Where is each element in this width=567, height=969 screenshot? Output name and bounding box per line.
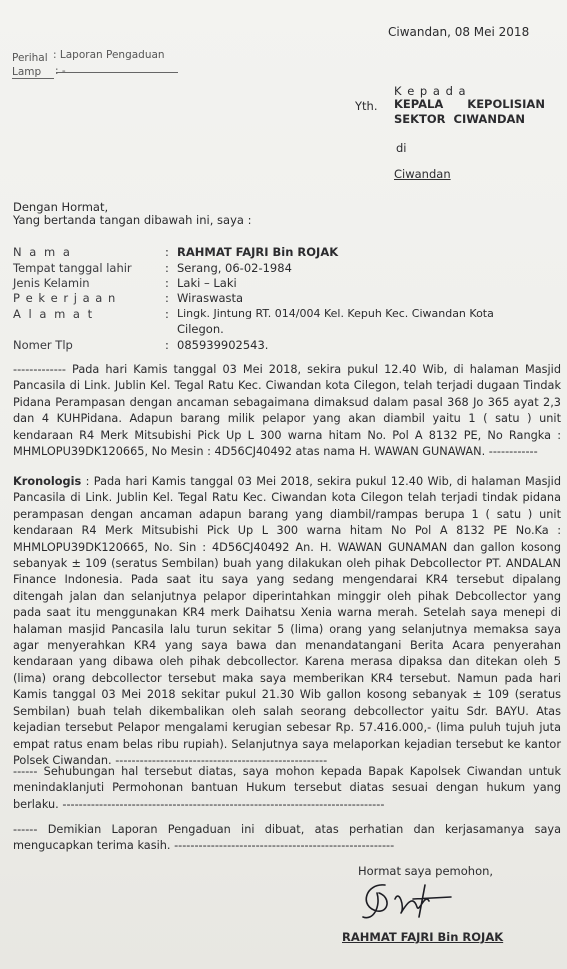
lamp-label: Lamp xyxy=(12,66,42,78)
signature-name: RAHMAT FAJRI Bin ROJAK xyxy=(342,930,504,944)
identity-row-gender xyxy=(13,276,563,290)
intro-line: Yang bertanda tangan dibawah ini, saya : xyxy=(13,213,252,227)
identity-value: Serang, 06-02-1984 xyxy=(177,261,292,275)
recipient-place: Ciwandan xyxy=(394,167,451,181)
identity-value: Laki – Laki xyxy=(177,276,237,290)
identity-row-nama xyxy=(13,245,563,259)
identity-colon: : xyxy=(165,338,169,352)
lamp-underline xyxy=(12,78,54,79)
recipient-yth: Yth. xyxy=(355,99,378,113)
perihal-label: Perihal xyxy=(12,52,48,64)
identity-colon: : xyxy=(165,307,169,321)
identity-value: 085939902543. xyxy=(177,338,269,352)
identity-label: Jenis Kelamin xyxy=(13,276,90,290)
request-paragraph: ------ Sehubungan hal tersebut diatas, saya mohon kepada Bapak Kapolsek Ciwandan untuk menindaklanjuti Permohonan bantuan Hukum tersebut diatas sesuai dengan hukum yang berlaku. ------------------------------------------------------------------------------- xyxy=(13,765,561,811)
recipient-title-line2: SEKTOR CIWANDAN xyxy=(394,112,526,126)
identity-row-birth xyxy=(13,261,563,275)
recipient-di: di xyxy=(396,141,407,155)
identity-label: N a m a xyxy=(13,245,72,259)
identity-value: Lingk. Jintung RT. 014/004 Kel. Kepuh Kec. Ciwandan Kota xyxy=(177,307,494,320)
kronologis-text: : Pada hari Kamis tanggal 03 Mei 2018, sekira pukul 12.40 Wib, di halaman Masjid Pancasila di Link. Jublin Kel. Tegal Ratu Kec. Ciwandan kota Cilegon telah terjadi tindak pidana perampasan dengan ancaman adapun barang yang diambil/rampas berupa 1 ( satu ) unit kendaraan R4 Merk Mitsubishi Pick Up L 300 warna hitam No Pol A 8132 PE No.Ka : MHMLOPU39DK120665, No. Sin : 4D56CJ40492 An. H. WAWAN GUNAMAN dan gallon kosong sebanyak ± 109 (seratus Sembilan) buah yang dilakukan oleh pihak Debcollector PT. ANDALAN Finance Indonesia. Pada saat itu saya yang sedang mengendarai KR4 tersebut dipalang ditengah jalan dan selanjutnya pelapor diperintahkan minggir oleh pihak Debcollector yang pada saat itu menggunakan KR4 merk Daihatsu Xenia warna merah. Setelah saya menepi di halaman masjid Pancasila lalu turun sekitar 5 (lima) orang yang selanjutnya memaksa saya agar menyerahkan KR4 yang saya bawa dan menandatangani Berita Acara penyerahan kendaraan yang dibawa oleh pihak debcollector. Karena merasa dipaksa dan ditekan oleh 5 (lima) orang debcollector tersebut maka saya memberikan KR4 tersebut. Namun pada hari Kamis tanggal 03 Mei 2018 sekitar pukul 21.30 Wib gallon kosong sebanyak ± 109 (seratus Sembilan) buah telah dikembalikan oleh salah seorang debcollector yaitu Sdr. BAYU. Atas kejadian tersebut Pelapor mengalami kerugian sebesar Rp. 57.416.000,- (lima puluh tujuh juta empat ratus enam belas ribu rupiah). Selanjutnya saya melaporkan kejadian tersebut ke kantor Polsek Ciwandan. ---------------------------------------------------- xyxy=(13,475,561,767)
perihal-underline xyxy=(56,72,178,73)
identity-value-cont: Cilegon. xyxy=(177,322,224,336)
handwritten-signature xyxy=(355,877,465,927)
incident-paragraph: ------------- Pada hari Kamis tanggal 03 Mei 2018, sekira pukul 12.40 Wib, di halaman Masjid Pancasila di Link. Jublin Kel. Tegal Ratu Kec. Ciwandan kota Cilegon, telah terjadi dugaan Tindak Pidana Perampasan dengan ancaman sebagaimana dimaksud dalam pasal 368 Jo 365 ayat 2,3 dan 4 KUHPidana. Adapun barang milik pelapor yang akan diambil yaitu 1 ( satu ) unit kendaraan R4 Merk Mitsubishi Pick Up L 300 warna hitam No. Pol A 8132 PE, No Rangka : MHMLOPU39DK120665, No Mesin : 4D56CJ40492 atas nama H. WAWAN GUNAWAN. ------------ xyxy=(13,363,561,459)
identity-colon: : xyxy=(165,276,169,290)
identity-colon: : xyxy=(165,245,169,259)
identity-label: Nomer Tlp xyxy=(13,338,73,352)
identity-value: Wiraswasta xyxy=(177,291,244,305)
identity-colon: : xyxy=(165,291,169,305)
identity-colon: : xyxy=(165,261,169,275)
recipient-title-line1: KEPALA KEPOLISIAN xyxy=(394,97,545,111)
greeting: Dengan Hormat, xyxy=(13,200,109,214)
identity-label: Tempat tanggal lahir xyxy=(13,261,132,275)
identity-row-job xyxy=(13,291,563,305)
closing-paragraph: ------ Demikian Laporan Pengaduan ini dibuat, atas perhatian dan kerjasamanya saya mengucapkan terima kasih. ------------------------------------------------------ xyxy=(13,823,561,853)
kronologis-label: Kronologis xyxy=(13,475,82,488)
place-date: Ciwandan, 08 Mei 2018 xyxy=(388,25,530,39)
identity-label: A l a m a t xyxy=(13,307,95,321)
recipient-kepada: K e p a d a xyxy=(394,84,467,98)
kronologis-paragraph xyxy=(13,474,561,769)
signature-salutation: Hormat saya pemohon, xyxy=(358,864,494,878)
identity-label: P e k e r j a a n xyxy=(13,291,117,305)
identity-value-name: RAHMAT FAJRI Bin ROJAK xyxy=(177,245,339,259)
identity-row-address xyxy=(13,307,563,337)
identity-row-phone xyxy=(13,338,563,352)
lamp-value: : - xyxy=(55,65,66,77)
perihal-value: : Laporan Pengaduan xyxy=(53,49,165,61)
